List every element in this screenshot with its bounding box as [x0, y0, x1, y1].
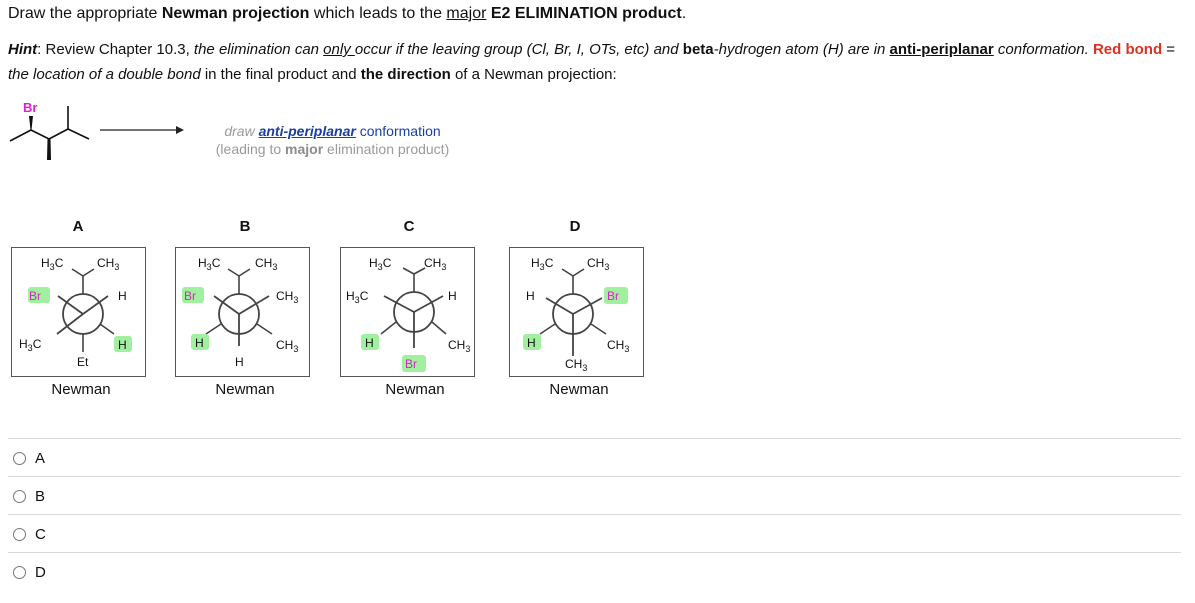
- newman-b-back-2: $CH_3$: [255, 256, 278, 272]
- divider: [8, 438, 1181, 439]
- newman-b-front-1: Br: [184, 289, 196, 303]
- newman-a-front-3: H: [118, 289, 127, 303]
- newman-a-back-2: $CH_3$: [97, 256, 120, 272]
- newman-a-back-1: $H_3C$: [41, 256, 64, 272]
- newman-c-back-h: H: [365, 336, 374, 350]
- option-a-label: A: [35, 450, 46, 467]
- caption-b: Newman: [215, 381, 275, 398]
- newman-c-front-1: $H_3C$: [346, 289, 369, 305]
- divider: [8, 514, 1181, 515]
- newman-d-front-2: H: [527, 336, 536, 350]
- newman-b-front-2: H: [235, 355, 244, 369]
- radio-d[interactable]: [13, 566, 26, 579]
- newman-d-back-ch3: $CH_3$: [607, 338, 630, 354]
- projection-d-letter: D: [569, 218, 581, 235]
- newman-b-back-1: $H_3C$: [198, 256, 221, 272]
- reactant-structure: [5, 96, 100, 166]
- divider: [8, 476, 1181, 477]
- option-d[interactable]: [13, 564, 46, 581]
- arrow-instruction: draw anti-periplanar conformation (leading to major elimination product): [215, 123, 450, 157]
- radio-a[interactable]: [13, 452, 26, 465]
- newman-projection-b: [175, 247, 310, 377]
- newman-projection-d: [509, 247, 644, 377]
- option-d-label: D: [35, 564, 46, 581]
- reaction-arrow: [100, 124, 185, 136]
- newman-projection-a: [11, 247, 146, 377]
- caption-c: Newman: [385, 381, 445, 398]
- newman-d-front-1: H: [526, 289, 535, 303]
- option-a[interactable]: [13, 450, 45, 467]
- newman-c-front-2: H: [448, 289, 457, 303]
- newman-d-bottom: $CH_3$: [565, 357, 588, 373]
- hint-line-2: the location of a double bond in the final product and the direction of a Newman projection:: [8, 66, 617, 83]
- option-b-label: B: [35, 488, 46, 505]
- newman-c-back-1: $H_3C$: [369, 256, 392, 272]
- newman-d-back-2: $CH_3$: [587, 256, 610, 272]
- newman-d-back-1: $H_3C$: [531, 256, 554, 272]
- option-c[interactable]: [13, 526, 46, 543]
- newman-a-front-1: Br: [29, 289, 41, 303]
- newman-a-back-3-h: H: [118, 338, 127, 352]
- newman-d-front-3: Br: [607, 289, 619, 303]
- newman-a-back-3: Et: [77, 355, 89, 369]
- newman-projection-c: [340, 247, 475, 377]
- newman-b-back-h: H: [195, 336, 204, 350]
- caption-d: Newman: [549, 381, 609, 398]
- newman-a-front-2: $H_3C$: [19, 337, 42, 353]
- newman-c-back-2: $CH_3$: [424, 256, 447, 272]
- newman-c-front-3: Br: [405, 357, 417, 371]
- divider: [8, 552, 1181, 553]
- hint-line-1: Hint: Review Chapter 10.3, the elimination can only occur if the leaving group (Cl, Br, I, OTs, etc) and beta-hydrogen atom (H) are in anti-periplanar conformation. Red bond =: [8, 41, 1176, 58]
- projection-a-letter: A: [72, 218, 84, 235]
- reactant-br-label: Br: [23, 100, 38, 115]
- newman-b-back-ch3: $CH_3$: [276, 338, 299, 354]
- option-b[interactable]: [13, 488, 45, 505]
- newman-c-back-3: $CH_3$: [448, 338, 471, 354]
- projection-b-letter: B: [239, 218, 251, 235]
- newman-b-front-3: $CH_3$: [276, 289, 299, 305]
- radio-b[interactable]: [13, 490, 26, 503]
- option-c-label: C: [35, 526, 46, 543]
- caption-a: Newman: [51, 381, 111, 398]
- radio-c[interactable]: [13, 528, 26, 541]
- question-text: Draw the appropriate Newman projection which leads to the major E2 ELIMINATION product.: [8, 5, 687, 22]
- projection-c-letter: C: [403, 218, 415, 235]
